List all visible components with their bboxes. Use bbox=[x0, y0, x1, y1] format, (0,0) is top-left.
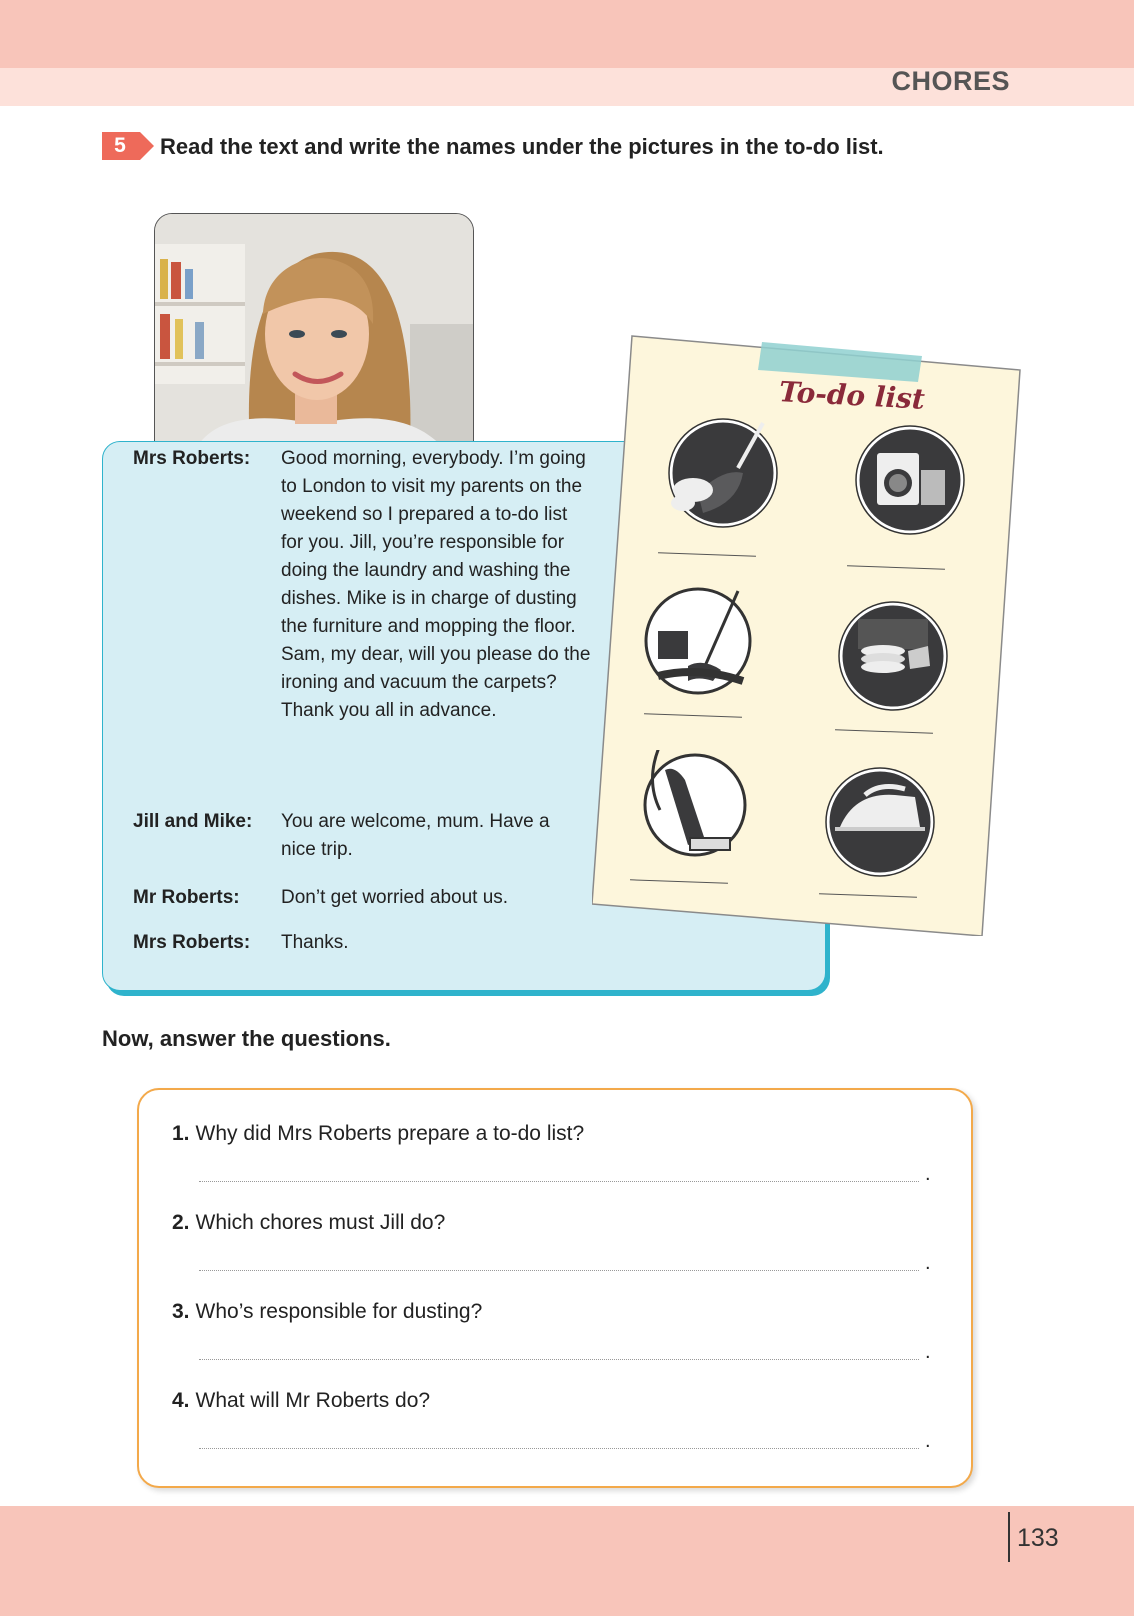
mop-bucket-icon bbox=[643, 586, 753, 696]
question-text: What will Mr Roberts do? bbox=[195, 1389, 431, 1412]
answer-line-1[interactable] bbox=[199, 1181, 919, 1182]
page-number-divider bbox=[1008, 1512, 1010, 1562]
question-1 bbox=[172, 1122, 584, 1146]
question-4 bbox=[172, 1389, 430, 1413]
speaker-name: Mrs Roberts: bbox=[133, 448, 251, 469]
speaker-name: Jill and Mike: bbox=[133, 811, 253, 832]
dialogue-text: Don’t get worried about us. bbox=[281, 887, 509, 908]
dialogue-text: Thanks. bbox=[281, 932, 349, 953]
washing-machine-icon bbox=[855, 425, 965, 535]
questions-heading: Now, answer the questions. bbox=[102, 1026, 391, 1051]
speaker-name: Mrs Roberts: bbox=[133, 932, 251, 953]
exercise-instruction: Read the text and write the names under the pictures in the to-do list. bbox=[160, 134, 884, 159]
question-text: Which chores must Jill do? bbox=[195, 1211, 446, 1234]
line-end-period: . bbox=[925, 1430, 931, 1452]
header-band bbox=[0, 0, 1134, 68]
speaker-name: Mr Roberts: bbox=[133, 887, 240, 908]
answer-line-2[interactable] bbox=[199, 1270, 919, 1271]
todo-list-title: To-do list bbox=[778, 375, 926, 416]
question-number: 1. bbox=[172, 1122, 190, 1145]
dishes-icon bbox=[838, 601, 948, 711]
vacuum-cleaner-icon bbox=[640, 750, 750, 860]
iron-icon bbox=[825, 767, 935, 877]
answer-line-3[interactable] bbox=[199, 1359, 919, 1360]
question-text: Who’s responsible for dusting? bbox=[195, 1300, 483, 1323]
question-3 bbox=[172, 1300, 482, 1324]
line-end-period: . bbox=[925, 1341, 931, 1363]
duster-icon bbox=[668, 418, 778, 528]
question-2 bbox=[172, 1211, 445, 1235]
question-number: 4. bbox=[172, 1389, 190, 1412]
woman-portrait-image bbox=[155, 214, 473, 450]
dialogue-text: Good morning, everybody. I’m going to London to visit my parents on the weekend so I prepared a to-do list for you. Jill, you’re responsible for doing the laundry and washing the dishes. Mike is in charge of dusting the furniture and mopping the floor. Sam, my dear, will you please do the ironing and vacuum the carpets? Thank you all in advance. bbox=[281, 448, 591, 721]
exercise-number: 5 bbox=[114, 134, 126, 157]
questions-box bbox=[137, 1088, 973, 1488]
dialogue-text: You are welcome, mum. Have a nice trip. bbox=[281, 811, 550, 860]
question-number: 3. bbox=[172, 1300, 190, 1323]
answer-line-4[interactable] bbox=[199, 1448, 919, 1449]
footer-band bbox=[0, 1506, 1134, 1616]
page-number: 133 bbox=[1017, 1524, 1059, 1552]
line-end-period: . bbox=[925, 1163, 931, 1185]
question-text: Why did Mrs Roberts prepare a to-do list? bbox=[195, 1122, 585, 1145]
line-end-period: . bbox=[925, 1252, 931, 1274]
question-number: 2. bbox=[172, 1211, 190, 1234]
mrs-roberts-photo bbox=[154, 213, 474, 451]
section-title: CHORES bbox=[891, 66, 1010, 96]
